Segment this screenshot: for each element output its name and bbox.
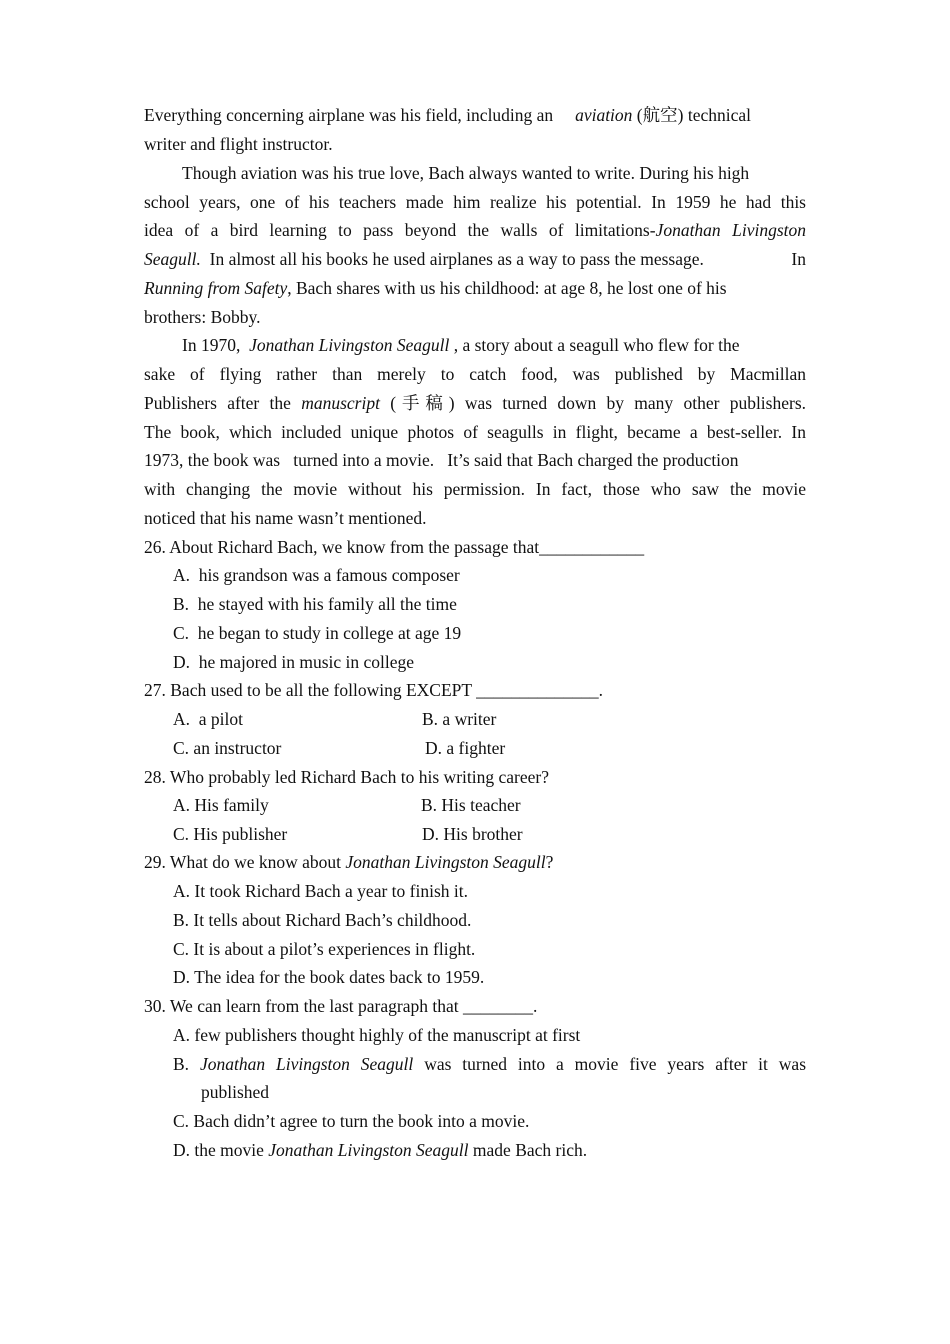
answer-option[interactable]: C. he began to study in college at age 19 [173,623,462,643]
answer-option[interactable]: C. It is about a pilot’s experiences in flight. [173,939,476,959]
passage-line: Though aviation was his true love, Bach always wanted to write. During his high [182,163,750,183]
option-row [173,791,806,820]
passage-line [144,245,806,274]
answer-option[interactable]: A. few publishers thought highly of the manuscript at first [173,1025,581,1045]
answer-option[interactable]: D. he majored in music in college [173,652,415,672]
text-span: idea of a bird learning to pass beyond the walls of limitations- [144,220,656,240]
answer-option[interactable]: A. his grandson was a famous composer [173,565,460,585]
passage-line: with changing the movie without his permission. In fact, those who saw the movie [144,479,806,499]
answer-option[interactable]: C. His publisher [173,824,288,844]
answer-option[interactable]: D. a fighter [425,738,506,758]
option-letter: B. [173,1054,190,1074]
book-title: Jonathan Livingston Seagull [249,335,450,355]
answer-option[interactable]: A. It took Richard Bach a year to finish it. [173,881,468,901]
answer-option-continuation[interactable]: published [201,1082,270,1102]
text-span: 29. What do we know about [144,852,342,872]
passage-line: 1973, the book was turned into a movie. It’s said that Bach charged the production [144,450,739,470]
passage-line: The book, which included unique photos of seagulls in flight, became a best-seller. In [144,422,806,442]
passage-line [144,274,806,303]
text-span: In 1970, [182,335,241,355]
text-span: made Bach rich. [472,1140,588,1160]
book-title: Seagull. [144,249,201,269]
answer-option[interactable]: B. His teacher [421,795,521,815]
question-stem: 26. About Richard Bach, we know from the passage that____________ [144,537,645,557]
answer-option[interactable]: C. Bach didn’t agree to turn the book into a movie. [173,1111,530,1131]
book-title: Jonathan Livingston [655,220,806,240]
passage-line [182,331,806,360]
answer-option[interactable]: A. a pilot [173,709,243,729]
answer-option[interactable]: B. a writer [422,709,497,729]
passage-line [144,101,806,130]
question-stem: 30. We can learn from the last paragraph that ________. [144,996,538,1016]
passage-line: noticed that his name wasn’t mentioned. [144,508,427,528]
book-title: Jonathan Livingston Seagull [268,1140,469,1160]
text-span: , a story about a seagull who flew for the [453,335,740,355]
passage-line: sake of flying rather than merely to catch food, was published by Macmillan [144,364,806,384]
option-row [173,734,806,763]
book-title: Running from Safety [144,278,288,298]
answer-option[interactable]: D. His brother [422,824,523,844]
option-row [173,705,806,734]
text-span: (航空) technical [636,105,751,125]
answer-option[interactable]: A. His family [173,795,269,815]
question-stem: 27. Bach used to be all the following EXCEPT ______________. [144,680,604,700]
option-row [173,820,806,849]
question-stem: 28. Who probably led Richard Bach to his writing career? [144,767,549,787]
text-span: In [791,249,806,269]
answer-option[interactable]: B. he stayed with his family all the time [173,594,457,614]
answer-option[interactable]: C. an instructor [173,738,282,758]
passage-line [144,389,806,418]
italic-term: aviation [575,105,633,125]
italic-term: manuscript [301,393,380,413]
text-span: ? [545,852,554,872]
book-title: Jonathan Livingston Seagull [199,1054,414,1074]
text-span: , Bach shares with us his childhood: at age 8, he lost one of his [287,278,727,298]
book-title: Jonathan Livingston Seagull [345,852,546,872]
text-span: In almost all his books he used airplanes as a way to pass the message. [209,249,704,269]
passage-line [144,216,806,245]
answer-option[interactable]: B. It tells about Richard Bach’s childhood. [173,910,472,930]
passage-line: writer and flight instructor. [144,134,333,154]
answer-option[interactable] [173,1136,806,1165]
answer-option[interactable]: D. The idea for the book dates back to 1959. [173,967,485,987]
text-span: was turned into a movie five years after it was [424,1054,807,1074]
text-span: D. the movie [173,1140,264,1160]
question-stem [144,848,806,877]
text-span: Everything concerning airplane was his field, including an [144,105,554,125]
text-span: Publishers after the [144,393,291,413]
passage-line: brothers: Bobby. [144,307,261,327]
passage-line: school years, one of his teachers made him realize his potential. In 1959 he had this [144,192,806,212]
text-span: (手稿) was turned down by many other publishers. [390,393,807,413]
answer-option[interactable] [173,1050,806,1079]
